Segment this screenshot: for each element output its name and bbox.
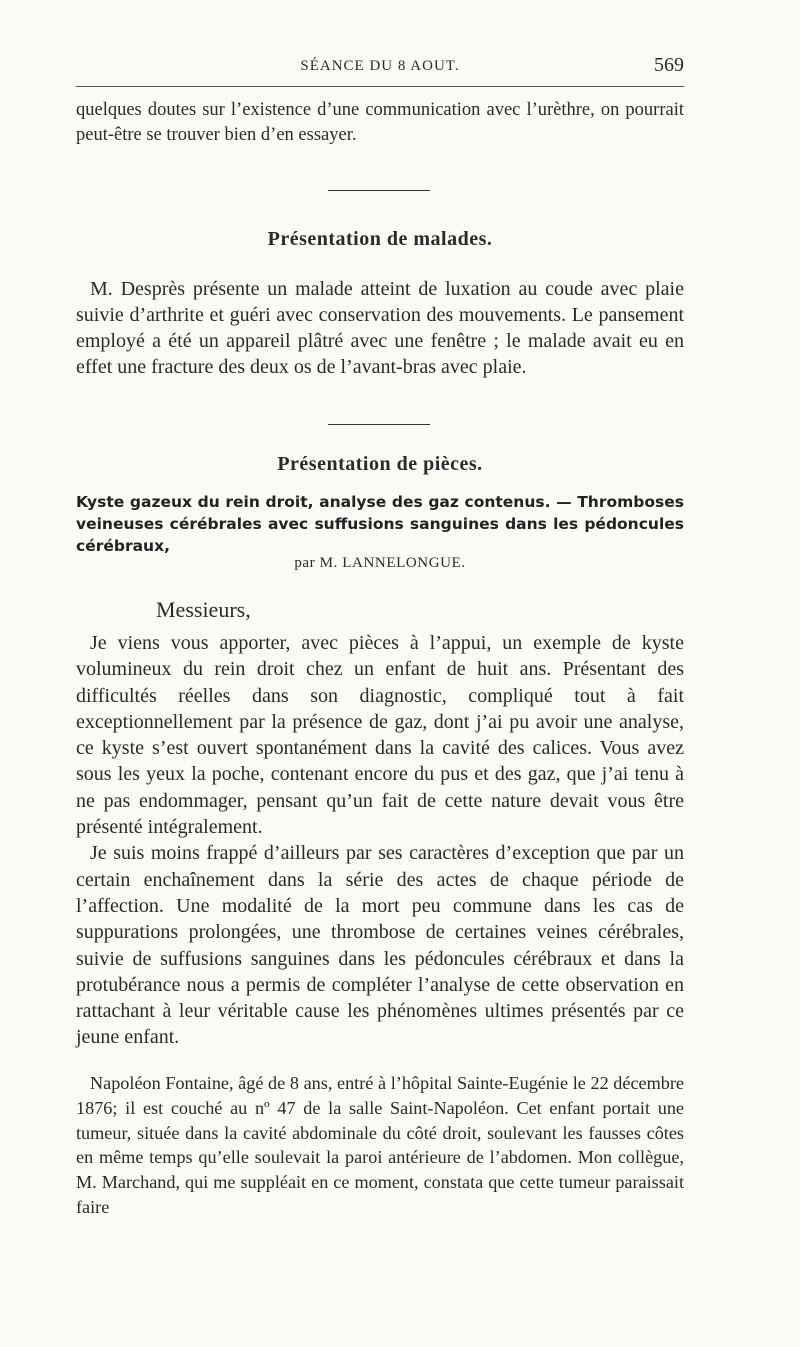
page-number: 569 (654, 54, 684, 76)
intro-paragraph: quelques doutes sur l’existence d’une communication avec l’urèthre, on pourrait peut-être se trouver bien d’en essayer. (76, 100, 684, 145)
running-title: SÉANCE DU 8 AOUT. (300, 58, 460, 74)
abstract-title: Kyste gazeux du rein droit, analyse des gaz contenus. — Thromboses veineuses cérébrales avec suffusions sanguines dans les pédoncules cérébraux, (76, 493, 684, 555)
section-heading-pieces: Présentation de pièces. (277, 453, 483, 475)
running-head (76, 52, 684, 80)
paragraph-kyste: Je viens vous apporter, avec pièces à l’appui, un exemple de kyste volumineux du rein droit chez un enfant de huit ans. Présentant des difficultés réelles dans son diagnostic, compliqué tout à fait exceptionnellement par la présence de gaz, dont j’ai pu avoir une analyse, ce kyste s’est ouvert spontanément dans la cavité des calices. Vous avez sous les yeux la poche, contenant encore du pus et des gaz, que j’ai tenu à ne pas endommager, pensant qu’un fait de cette nature devait vous être présenté intégralement. (76, 632, 684, 839)
section-heading-malades: Présentation de malades. (267, 228, 493, 250)
paragraph-despres: M. Desprès présente un malade atteint de luxation au coude avec plaie suivie d’arthrite et guéri avec conservation des mouvements. Le pansement employé a été un appareil plâtré avec une fenêtre ; le malade avait eu en effet une fracture des deux os de l’avant-bras avec plaie. (76, 278, 684, 378)
section-divider (328, 190, 430, 191)
body-text (76, 630, 684, 1051)
author-line: par M. LANNELONGUE. (294, 555, 466, 571)
header-rule (76, 86, 684, 87)
section-divider (328, 424, 430, 425)
salutation: Messieurs, (156, 597, 251, 622)
paragraph-enchainement: Je suis moins frappé d’ailleurs par ses caractères d’exception que par un certain enchaînement dans la série des actes de chaque période de l’affection. Une modalité de la mort peu commune dans les cas de suppurations prolongées, une thrombose de certaines veines cérébrales, suivie de suffusions sanguines dans les pédoncules cérébraux et dans la protubérance nous a permis de compléter l’analyse de cette observation en rattachant à leur véritable cause les phénomènes ultimes présentés par ce jeune enfant. (76, 842, 684, 1049)
case-paragraph: Napoléon Fontaine, âgé de 8 ans, entré à l’hôpital Sainte-Eugénie le 22 décembre 1876; il est couché au nº 47 de la salle Saint-Napoléon. Cet enfant portait une tumeur, située dans la cavité abdominale du côté droit, soulevant les fausses côtes en même temps qu’elle soulevait la paroi antérieure de l’abdomen. Mon collègue, M. Marchand, qui me suppléait en ce moment, constata que cette tumeur paraissait faire (76, 1073, 684, 1217)
